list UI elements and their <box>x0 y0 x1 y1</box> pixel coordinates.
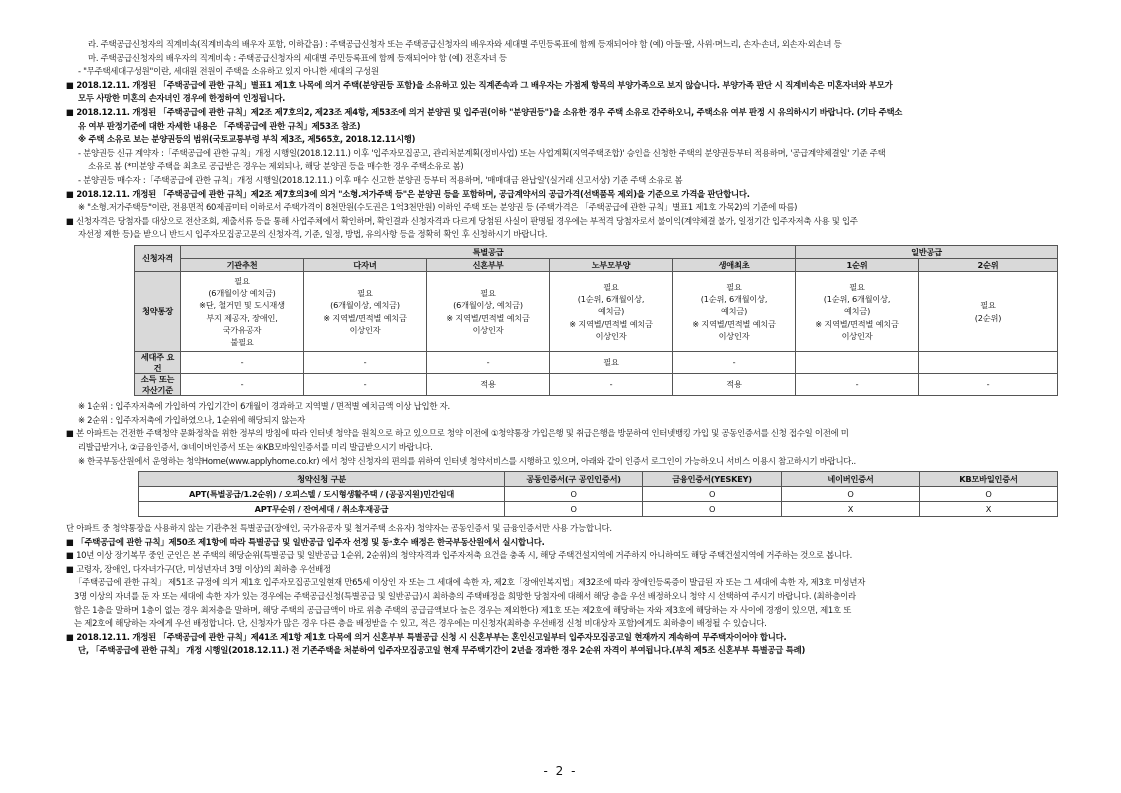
text-line: ※ 2순위 : 입주자저축에 가입하였으나, 1순위에 해당되지 않는자 <box>78 414 305 425</box>
text-line: ※ "소형.저가주택등"이란, 전용면적 60제곱미터 이하로서 주택가격이 8천만원(수도권은 1억3천만원) 이하인 주택 또는 분양권 등 (주택가격은 「주택공급에 관한 규칙」별표1 제1호 가목2)의 기준에 따름) <box>78 202 798 213</box>
row-header-asset: 소득 또는 자산기준 <box>135 374 181 396</box>
column-header: 노부모부양 <box>550 258 673 271</box>
table-cell: O <box>505 487 643 502</box>
table-cell: 필요 (1순위, 6개월이상, 예치금) ※ 지역별/면적별 예치금 이상인자 <box>673 271 796 351</box>
table-cell: O <box>782 487 920 502</box>
special-supply-header: 특별공급 <box>181 245 796 258</box>
table-cell: - <box>304 374 427 396</box>
text-line: 마. 주택공급신청자의 배우자의 직계비속 : 주택공급신청자의 세대별 주민등록표에 함께 등재되어야 함 (예) 전혼자녀 등 <box>88 52 507 63</box>
text-line: ■ 10년 이상 장기복무 중인 군인은 본 주택의 해당순위(특별공급 및 일반공급 1순위, 2순위)의 청약자격과 입주자저축 요건을 충족 시, 해당 주택건설지역에 거주하지 아니하여도 해당 주택건설지역에 거주하는 것으로 봅니다. <box>66 550 853 561</box>
table-cell: APT(특별공급/1.2순위) / 오피스텔 / 도시형생활주택 / (공공지원)민간임대 <box>139 487 505 502</box>
row-header-household: 세대주 요건 <box>135 352 181 374</box>
notice-section-mid <box>66 400 1056 468</box>
column-header: 2순위 <box>919 258 1058 271</box>
text-line: 자선정 제한 등)을 받으니 반드시 입주자모집공고문의 신청자격, 기준, 일정, 방법, 유의사항 등을 정확히 확인 후 신청하시기 바랍니다. <box>78 229 548 240</box>
notice-section-bottom <box>66 522 1056 658</box>
column-header: 네이버인증서 <box>782 472 920 487</box>
text-line: ■ 본 아파트는 건전한 주택청약 문화정착을 위한 정부의 방침에 따라 인터넷 청약을 원칙으로 하고 있으므로 청약 이전에 ①청약통장 가입은행 및 취급은행을 방문하여 인터넷뱅킹 가입 및 공동인증서를 신청 접수일 이전에 미 <box>66 428 849 439</box>
table-cell: X <box>782 502 920 517</box>
table-cell: - <box>919 374 1058 396</box>
table-cell: 필요 (6개월이상 예치금) ※단, 철거민 및 도시재생 부지 제공자, 장애인, 국가유공자 불필요 <box>181 271 304 351</box>
table-cell <box>796 352 919 374</box>
text-line: 는 제2호에 해당하는 자에게 우선 배정합니다. 단, 신청자가 많은 경우 다른 층을 배정받을 수 있고, 적은 경우에는 미신청자(최하층 우선배정 신청 비대상자 포함)에게도 최하층이 배정될 수 있습니다. <box>74 618 767 629</box>
text-line: ■ 2018.12.11. 개정된 「주택공급에 관한 규칙」제2조 제7호의3에 의거 "소형.저가주택 등"은 분양권 등을 포함하며, 공급계약서의 공급가격(선택품목 제외)을 기준으로 가격을 판단합니다. <box>66 188 750 199</box>
column-header: 다자녀 <box>304 258 427 271</box>
table-cell: O <box>505 502 643 517</box>
table-cell: - <box>181 352 304 374</box>
table-cell: 적용 <box>673 374 796 396</box>
column-header: 금융인증서(YESKEY) <box>643 472 782 487</box>
table-cell: - <box>304 352 427 374</box>
table-cell: 필요 (6개월이상, 예치금) ※ 지역별/면적별 예치금 이상인자 <box>427 271 550 351</box>
table-cell <box>919 352 1058 374</box>
table-row <box>139 487 1058 502</box>
text-line: - 분양권등 매수자 :「주택공급에 관한 규칙」개정 시행일(2018.12.11.) 이후 매수 신고한 분양권 등부터 적용하며, '매매대금 완납일'(실거래 신고서상) 기준 주택 소유로 봄 <box>78 174 683 185</box>
column-header: 공동인증서(구 공인인증서) <box>505 472 643 487</box>
text-line: 소유로 봄 (*미분양 주택을 최초로 공급받은 경우는 제외되나, 해당 분양권 등을 매수한 경우 주택소유로 봄) <box>88 161 464 172</box>
table-cell: 필요 (2순위) <box>919 271 1058 351</box>
table-cell: - <box>181 374 304 396</box>
column-header: KB모바일인증서 <box>919 472 1057 487</box>
document-page <box>66 38 1056 658</box>
text-line: 단, 「주택공급에 관한 규칙」 개정 시행일(2018.12.11.) 전 기존주택을 처분하여 입주자모집공고일 현재 무주택기간이 2년을 경과한 경우 2순위 자격이 부여됩니다.(부칙 제5조 신혼부부 특별공급 특례) <box>78 645 806 656</box>
table-cell: O <box>643 487 782 502</box>
text-line: ■ 고령자, 장애인, 다자녀가구(단, 미성년자녀 3명 이상)의 최하층 우선배정 <box>66 563 331 574</box>
table-cell: 필요 (6개월이상, 예치금) ※ 지역별/면적별 예치금 이상인자 <box>304 271 427 351</box>
column-header: 기관추천 <box>181 258 304 271</box>
text-line: 라. 주택공급신청자의 직계비속(직계비속의 배우자 포함, 이하같음) : 주택공급신청자 또는 주택공급신청자의 배우자와 세대별 주민등록표에 함께 등재되어야 함 (예) 아들·딸, 사위·며느리, 손자·손녀, 외손자·외손녀 등 <box>88 39 842 49</box>
table-cell: - <box>673 352 796 374</box>
column-header: 1순위 <box>796 258 919 271</box>
text-line: ■ 2018.12.11. 개정된 「주택공급에 관한 규칙」제41조 제1항 제1호 다목에 의거 신혼부부 특별공급 신청 시 신혼부부는 혼인신고일부터 입주자모집공고일 현재까지 계속하여 무주택자이어야 합니다. <box>66 631 787 642</box>
text-line: 모두 사망한 미혼의 손자녀인 경우에 한정하여 인정됩니다. <box>78 93 286 104</box>
table-cell: X <box>919 502 1057 517</box>
text-line: ※ 1순위 : 입주자저축에 가입하여 가입기간이 6개월이 경과하고 지역별 / 면적별 예치금액 이상 납입한 자. <box>78 401 450 412</box>
text-line: 「주택공급에 관한 규칙」 제51조 규정에 의거 제1호 입주자모집공고일현재 만65세 이상인 자 또는 그 세대에 속한 자, 제2호「장애인복지법」제32조에 따라 장애인등록증이 발급된 자 또는 그 세대에 속한 자, 제3호 미성년자 <box>74 577 866 588</box>
table-cell: - <box>796 374 919 396</box>
text-line: 단 아파트 중 청약통장을 사용하지 않는 기관추천 특별공급(장애인, 국가유공자 및 철거주택 소유자) 청약자는 공동인증서 및 금융인증서만 사용 가능합니다. <box>66 523 612 534</box>
text-line: 유 여부 판정기준에 대한 자세한 내용은 「주택공급에 관한 규칙」제53조 참조) <box>78 120 361 131</box>
column-header: 생애최초 <box>673 258 796 271</box>
table-cell: 적용 <box>427 374 550 396</box>
table-cell: 필요 (1순위, 6개월이상, 예치금) ※ 지역별/면적별 예치금 이상인자 <box>550 271 673 351</box>
text-line: ※ 주택 소유로 보는 분양권등의 범위(국토교통부령 부칙 제3조, 제565호, 2018.12.11시행) <box>78 134 416 145</box>
row-header-account: 청약통장 <box>135 271 181 351</box>
column-header: 신혼부부 <box>427 258 550 271</box>
notice-section-top <box>66 38 1056 242</box>
table-cell: - <box>550 374 673 396</box>
table-cell: 필요 (1순위, 6개월이상, 예치금) ※ 지역별/면적별 예치금 이상인자 <box>796 271 919 351</box>
page-number: - 2 - <box>543 764 578 778</box>
column-header: 청약신청 구분 <box>139 472 505 487</box>
text-line: ■ 신청자격은 당첨자를 대상으로 전산조회, 제출서류 등을 통해 사업주체에서 확인하며, 확인결과 신청자격과 다르게 당첨된 사실이 판명될 경우에는 부적격 당첨자로서 불이익(계약체결 불가, 일정기간 입주자저축 사용 및 입주 <box>66 215 858 226</box>
general-supply-header: 일반공급 <box>796 245 1058 258</box>
table-cell: O <box>643 502 782 517</box>
text-line: ■ 2018.12.11. 개정된 「주택공급에 관한 규칙」별표1 제1호 나목에 의거 주택(분양권등 포함)을 소유하고 있는 직계존속과 그 배우자는 가점제 항목의 부양가족으로 보지 않습니다. 부양가족 판단 시 직계비속은 미혼자녀와 부모가 <box>66 79 893 90</box>
text-line: 3명 이상의 자녀를 둔 자 또는 세대에 속한 자가 있는 경우에는 주택공급신청(특별공급 및 일반공급)시 최하층의 주택배정을 희망한 당첨자에 대해서 해당 층을 우선 배정하오니 청약 시 선택하여 주시기 바랍니다. (최하층이라 <box>74 591 856 602</box>
table-cell: O <box>919 487 1057 502</box>
table-cell: APT무순위 / 잔여세대 / 취소후재공급 <box>139 502 505 517</box>
table-cell: 필요 <box>550 352 673 374</box>
text-line: - "무주택세대구성원"이란, 세대원 전원이 주택을 소유하고 있지 아니한 세대의 구성원 <box>78 66 379 77</box>
eligibility-table <box>134 245 1058 396</box>
text-line: ※ 한국부동산원에서 운영하는 청약Home(www.applyhome.co.kr) 에서 청약 신청자의 편의를 위하여 인터넷 청약서비스를 시행하고 있으며, 아래와 같이 인증서 로그인이 가능하오니 서비스 이용시 참고하시기 바랍니다.. <box>78 455 856 466</box>
table-row <box>139 502 1058 517</box>
text-line: - 분양권등 신규 계약자 :「주택공급에 관한 규칙」개정 시행일(2018.12.11.) 이후 '입주자모집공고, 관리처분계획(정비사업) 또는 사업계획(지역주택조합)' 승인을 신청한 주택의 분양권등부터 적용하며, '공급계약체결일' 기준 주택 <box>78 147 886 158</box>
text-line: ■ 2018.12.11. 개정된 「주택공급에 관한 규칙」제2조 제7호의2, 제23조 제4항, 제53조에 의거 분양권 및 입주권(이하 "분양권등")을 소유한 경우 주택 소유로 간주하오니, 주택소유 여부 판정 시 유의하시기 바랍니다. (기타 주택소 <box>66 106 903 117</box>
eligibility-corner-header: 신청자격 <box>135 245 181 271</box>
text-line: 함은 1층을 말하며 1층이 없는 경우 최저층을 말하며, 해당 주택의 공급금액이 바로 위층 주택의 공급금액보다 높은 경우는 제외한다) 제1호 또는 제2호에 해당하는 자와 제3호에 해당하는 자 사이에 경쟁이 있으면, 제1호 또 <box>74 604 852 615</box>
certificate-table <box>138 471 1058 517</box>
text-line: 리발급받거나, ②금융인증서, ③네이버인증서 또는 ④KB모바일인증서를 미리 발급받으시기 바랍니다. <box>78 441 433 452</box>
text-line: ■ 「주택공급에 관한 규칙」제50조 제1항에 따라 특별공급 및 일반공급 입주자 선정 및 동·호수 배정은 한국부동산원에서 실시합니다. <box>66 536 545 547</box>
table-cell: - <box>427 352 550 374</box>
